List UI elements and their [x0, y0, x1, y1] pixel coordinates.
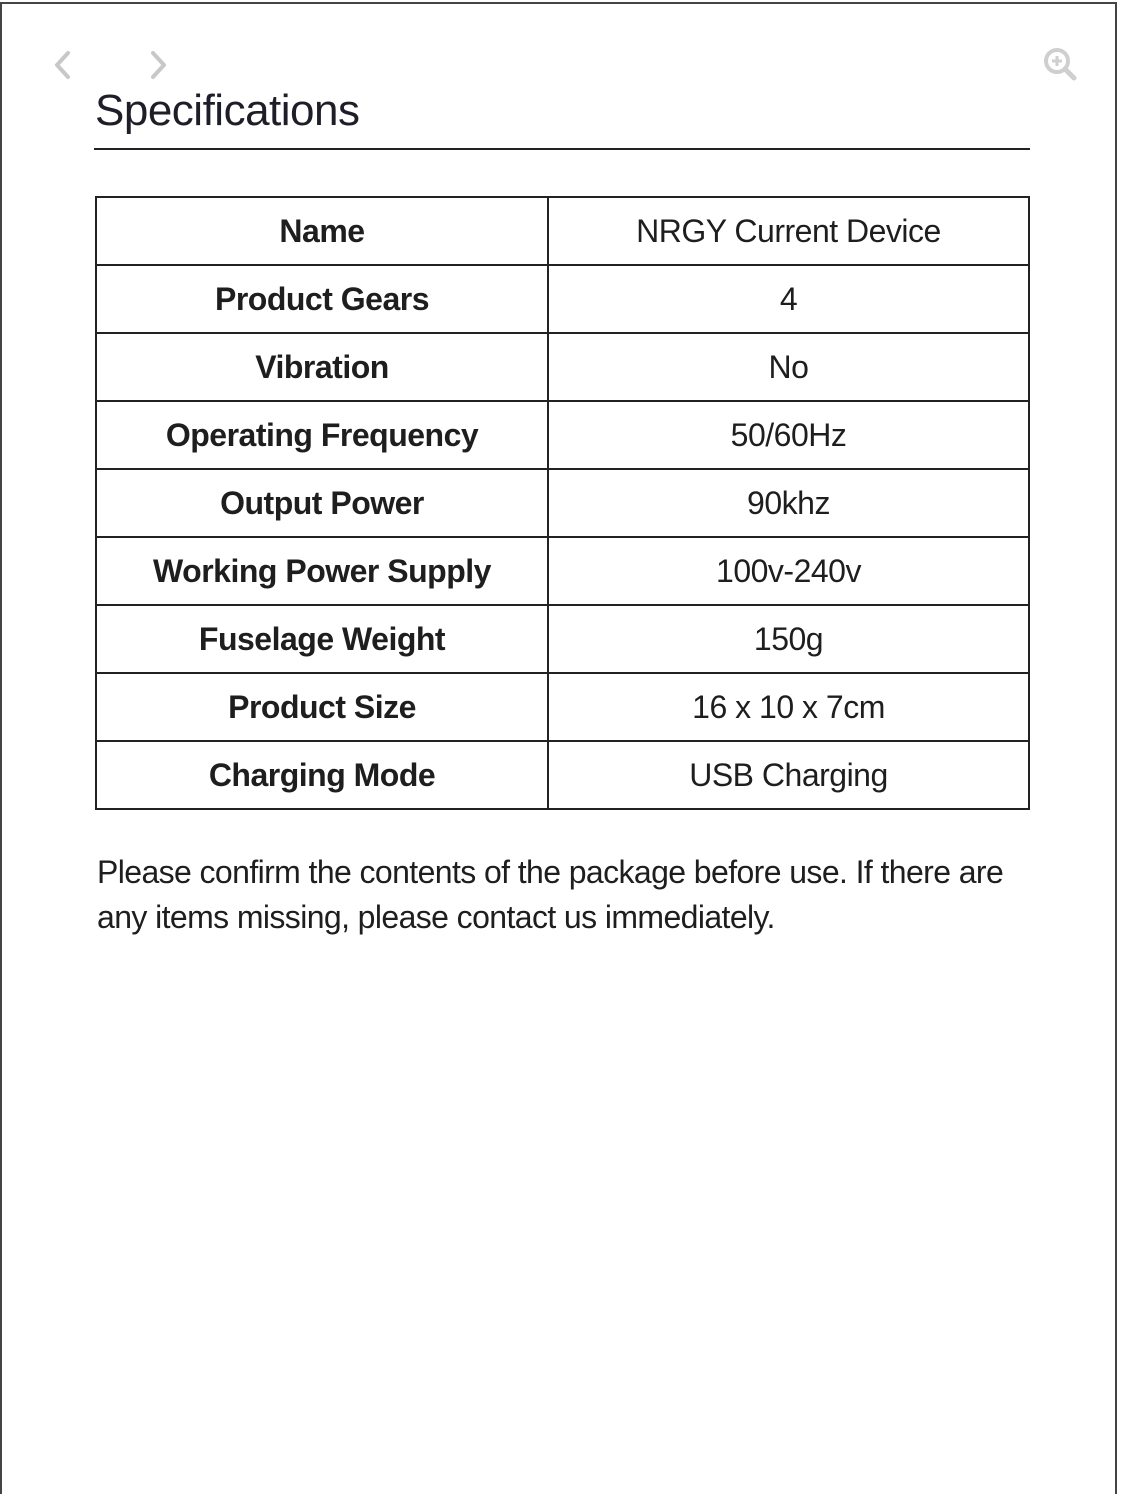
- spec-value: 90khz: [548, 469, 1029, 537]
- zoom-in-icon: [1042, 46, 1078, 82]
- chevron-right-icon: [143, 48, 173, 82]
- spec-value: 16 x 10 x 7cm: [548, 673, 1029, 741]
- title-divider: [94, 148, 1030, 150]
- page-title: Specifications: [95, 86, 360, 135]
- next-image-button[interactable]: [143, 48, 173, 82]
- table-row: [96, 605, 1029, 673]
- spec-value: 150g: [548, 605, 1029, 673]
- spec-label: Operating Frequency: [96, 401, 548, 469]
- table-row: [96, 469, 1029, 537]
- spec-label: Charging Mode: [96, 741, 548, 809]
- table-row: [96, 333, 1029, 401]
- spec-value: USB Charging: [548, 741, 1029, 809]
- spec-label: Output Power: [96, 469, 548, 537]
- table-row: [96, 265, 1029, 333]
- table-row: [96, 537, 1029, 605]
- spec-label: Working Power Supply: [96, 537, 548, 605]
- spec-label: Product Size: [96, 673, 548, 741]
- package-note: Please confirm the contents of the package before use. If there are any items missing, please contact us immediately.: [97, 854, 1004, 935]
- specifications-table: [95, 196, 1030, 810]
- spec-value: 50/60Hz: [548, 401, 1029, 469]
- chevron-left-icon: [48, 48, 78, 82]
- spec-value: No: [548, 333, 1029, 401]
- previous-image-button[interactable]: [48, 48, 78, 82]
- spec-label: Vibration: [96, 333, 548, 401]
- table-row: [96, 741, 1029, 809]
- table-row: [96, 401, 1029, 469]
- spec-value: 4: [548, 265, 1029, 333]
- zoom-in-button[interactable]: [1042, 46, 1078, 82]
- spec-label: Product Gears: [96, 265, 548, 333]
- table-row: [96, 197, 1029, 265]
- spec-label: Name: [96, 197, 548, 265]
- spec-value: NRGY Current Device: [548, 197, 1029, 265]
- spec-value: 100v-240v: [548, 537, 1029, 605]
- table-row: [96, 673, 1029, 741]
- spec-label: Fuselage Weight: [96, 605, 548, 673]
